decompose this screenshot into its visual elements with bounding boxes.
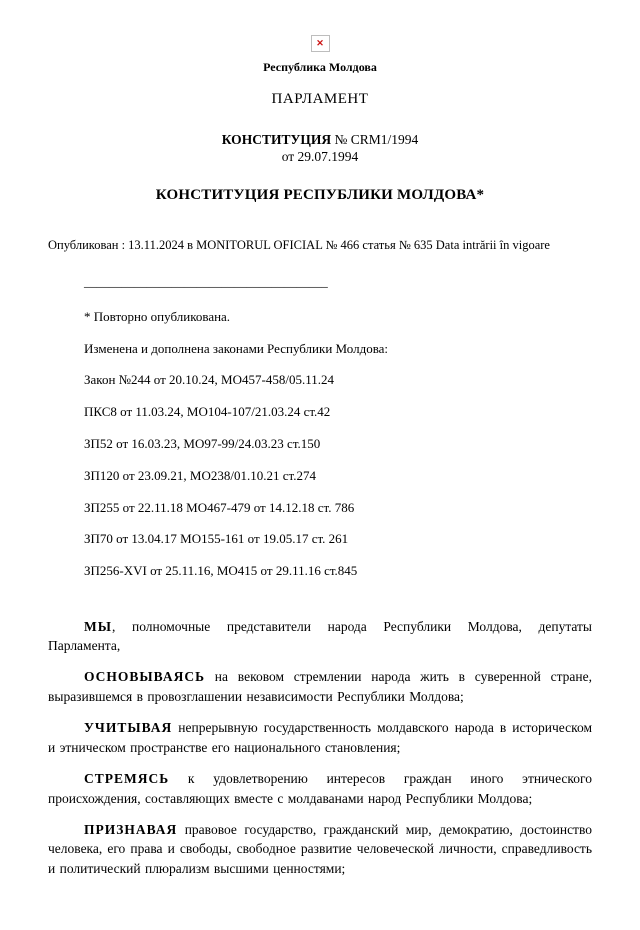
preamble-paragraph: [48, 617, 592, 656]
publication-line: Опубликован : 13.11.2024 в MONITORUL OFICIAL № 466 статья № 635 Data intrării în vigoare: [48, 237, 550, 252]
preamble-text: на вековом стремлении народа жить в суверенной стране, выразившемся в провозглашении независимости Республики Молдова;: [48, 669, 592, 704]
header-image-area: [48, 34, 592, 52]
preamble-text: к удовлетворению интересов граждан иного этнического происхождения, составляющих вместе с молдаванами народ Республики Молдова;: [48, 771, 592, 806]
preamble-lead: СТРЕМЯСЬ: [84, 771, 170, 787]
amendment-law: ЗП255 от 22.11.18 МО467-479 от 14.12.18 ст. 786: [84, 499, 355, 515]
preamble-paragraph: [48, 718, 592, 757]
org-name: Республика Молдова: [263, 60, 377, 74]
amendment-law: ПКС8 от 11.03.24, МО104-107/21.03.24 ст.42: [84, 404, 331, 420]
separator-line: _______________________________________: [84, 274, 328, 289]
doc-type: КОНСТИТУЦИЯ: [221, 132, 332, 147]
preamble-lead: ПРИЗНАВАЯ: [84, 822, 178, 838]
amendment-law: ЗП120 от 23.09.21, МО238/01.10.21 ст.274: [84, 467, 316, 483]
preamble-text: , полномочные представители народа Республики Молдова, депутаты Парламента,: [48, 618, 592, 653]
doc-type-line: [48, 132, 592, 149]
preamble-lead: УЧИТЫВАЯ: [84, 720, 173, 736]
preamble-paragraph: [48, 667, 592, 706]
amendment-law: ЗП70 от 13.04.17 МО155-161 от 19.05.17 ст. 261: [84, 531, 349, 547]
amendment-law: ЗП256-XVI от 25.11.16, МО415 от 29.11.16 ст.845: [84, 563, 358, 579]
preamble-text: непрерывную государственность молдавского народа в историческом и этническом пространстве его национального становления;: [48, 720, 592, 755]
broken-image-icon: [311, 35, 330, 52]
preamble-paragraph: [48, 820, 592, 878]
amendments-block: [48, 310, 592, 579]
amendments-intro: Изменена и дополнена законами Республики Молдова:: [84, 340, 389, 356]
parliament-title: ПАРЛАМЕНТ: [271, 91, 369, 107]
republished-note: * Повторно опубликована.: [84, 308, 231, 324]
preamble-lead: ОСНОВЫВАЯСЬ: [84, 669, 206, 685]
preamble-lead: МЫ: [84, 618, 112, 634]
doc-date: от 29.07.1994: [281, 148, 359, 164]
preamble-paragraph: [48, 769, 592, 808]
preamble-text: правовое государство, гражданский мир, демократию, достоинство человека, его права и свободы, свободное развитие человеческой личности, справедливость и политический плюрализм высшими ценностями;: [48, 822, 592, 876]
amendment-law: Закон №244 от 20.10.24, МО457-458/05.11.24: [84, 372, 334, 388]
broken-image-x-icon: ✕: [316, 37, 324, 48]
amendment-law: ЗП52 от 16.03.23, МО97-99/24.03.23 ст.150: [84, 436, 321, 452]
page-title: КОНСТИТУЦИЯ РЕСПУБЛИКИ МОЛДОВА*: [155, 186, 485, 203]
preamble: [48, 617, 592, 879]
doc-number: № CRM1/1994: [331, 132, 419, 147]
